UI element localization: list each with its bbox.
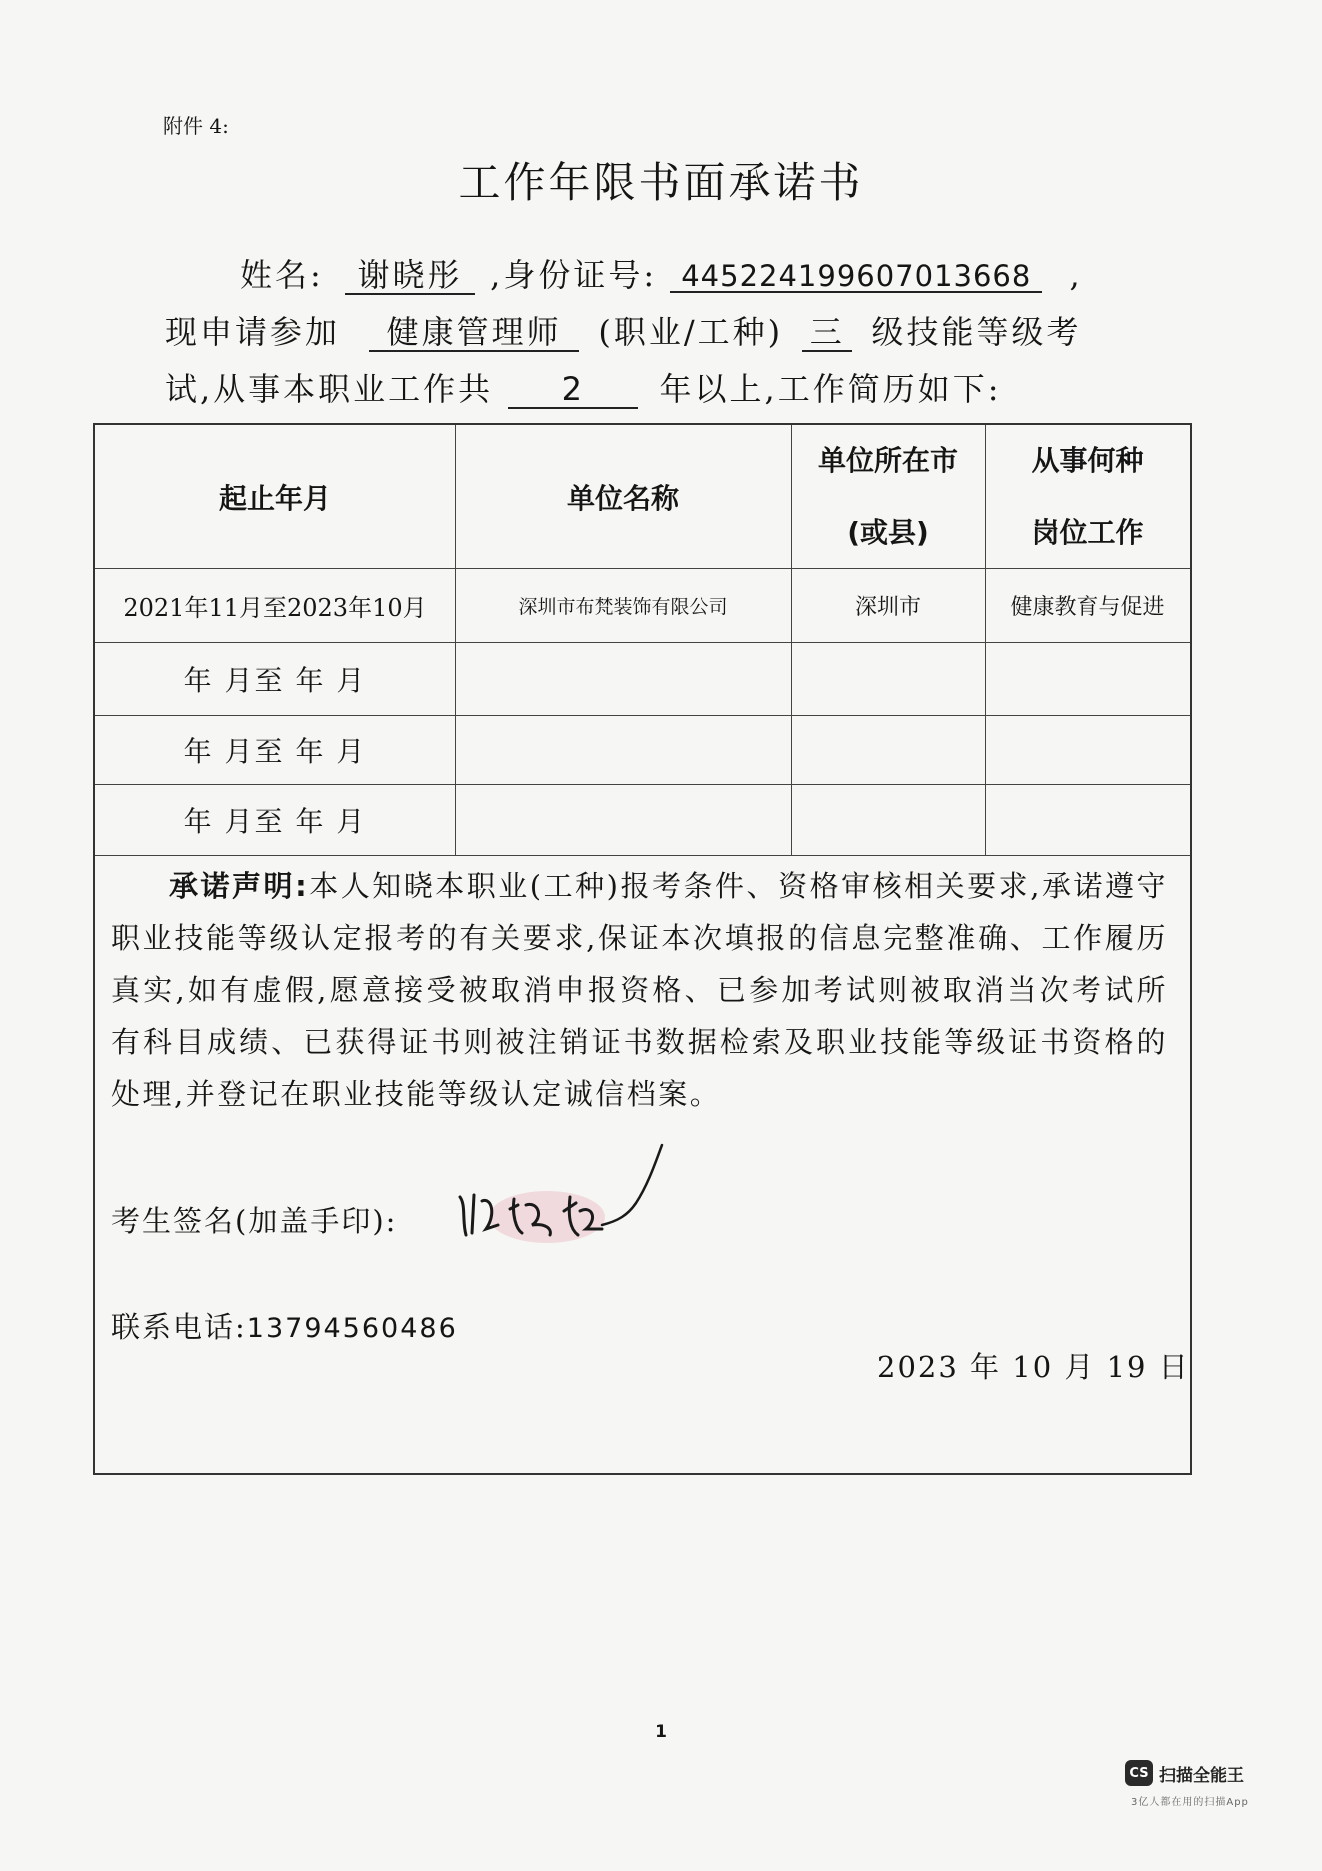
apply-label: 现申请参加	[165, 313, 341, 351]
row2-city	[791, 642, 985, 715]
header-company: 单位名称	[566, 481, 679, 515]
row4-period: 年 月至 年 月	[183, 804, 367, 838]
header-city	[791, 425, 985, 568]
phone-value: 13794560486	[246, 1313, 458, 1344]
pledge-title: 承诺声明:	[169, 869, 310, 903]
phone-label: 联系电话:	[111, 1310, 247, 1344]
row1-city: 深圳市	[854, 594, 921, 620]
signature-row	[111, 1199, 397, 1240]
header-position-line2: 岗位工作	[1031, 515, 1144, 549]
row1-position: 健康教育与促进	[1010, 594, 1165, 620]
header-city-line1: 单位所在市	[817, 443, 958, 477]
table-rule	[95, 855, 1190, 856]
header-city-line2: (或县)	[847, 515, 929, 549]
fingerprint-mark	[489, 1191, 605, 1243]
scanner-watermark	[1125, 1760, 1244, 1786]
row1-company: 深圳市布梵装饰有限公司	[518, 595, 728, 618]
row4-company	[455, 784, 791, 855]
row4-city	[791, 784, 985, 855]
comma: ,	[1069, 256, 1083, 294]
handwritten-signature	[452, 1125, 692, 1255]
row2-position	[985, 642, 1190, 715]
phone-row	[111, 1305, 458, 1346]
id-value: 445224199607013668	[670, 261, 1042, 293]
camscanner-logo-icon: CS	[1125, 1760, 1153, 1786]
document-title: 工作年限书面承诺书	[458, 158, 864, 207]
row3-period: 年 月至 年 月	[183, 734, 367, 768]
row3-company	[455, 715, 791, 784]
row4-position	[985, 784, 1190, 855]
years-value: 2	[508, 373, 638, 409]
name-label: 姓名:	[240, 256, 324, 294]
row1-period: 2021年11月至2023年10月	[123, 593, 427, 622]
intro-line-3	[165, 364, 1002, 410]
watermark-name: 扫描全能王	[1159, 1765, 1244, 1786]
years-suffix: 年以上,工作简历如下:	[659, 370, 1002, 408]
header-position-line1: 从事何种	[1031, 443, 1144, 477]
pledge-statement	[111, 860, 1168, 1120]
signature-label: 考生签名(加盖手印):	[111, 1204, 398, 1238]
annex-label: 附件 4:	[163, 114, 229, 138]
row2-period: 年 月至 年 月	[183, 663, 367, 697]
watermark-tagline: 3亿人都在用的扫描App	[1131, 1797, 1249, 1808]
exam-prefix: 试,从事本职业工作共	[165, 370, 494, 408]
signing-date: 2023 年 10 月 19 日	[877, 1350, 1190, 1384]
intro-line-2	[165, 307, 1081, 353]
name-value: 谢晓彤	[345, 259, 475, 295]
level-value: 三	[802, 316, 852, 352]
header-period: 起止年月	[218, 481, 331, 515]
pledge-text: 本人知晓本职业(工种)报考条件、资格审核相关要求,承诺遵守职业技能等级认定报考的有关要求,保证本次填报的信息完整准确、工作履历真实,如有虚假,愿意接受被取消申报资格、已参加考试则被取消当次考试所有科目成绩、已获得证书则被注销证书数据检索及职业技能等级证书资格的处理,并登记在职业技能等级认定诚信档案。	[111, 869, 1168, 1111]
row2-company	[455, 642, 791, 715]
occupation-suffix: (职业/工种)	[598, 313, 784, 351]
occupation-value: 健康管理师	[369, 316, 579, 352]
id-label: ,身份证号:	[490, 256, 658, 294]
page-number: 1	[655, 1722, 667, 1742]
intro-line-1	[240, 250, 1083, 296]
level-suffix: 级技能等级考	[871, 313, 1082, 351]
row3-position	[985, 715, 1190, 784]
work-history-table	[93, 423, 1192, 1475]
header-position	[985, 425, 1190, 568]
row3-city	[791, 715, 985, 784]
